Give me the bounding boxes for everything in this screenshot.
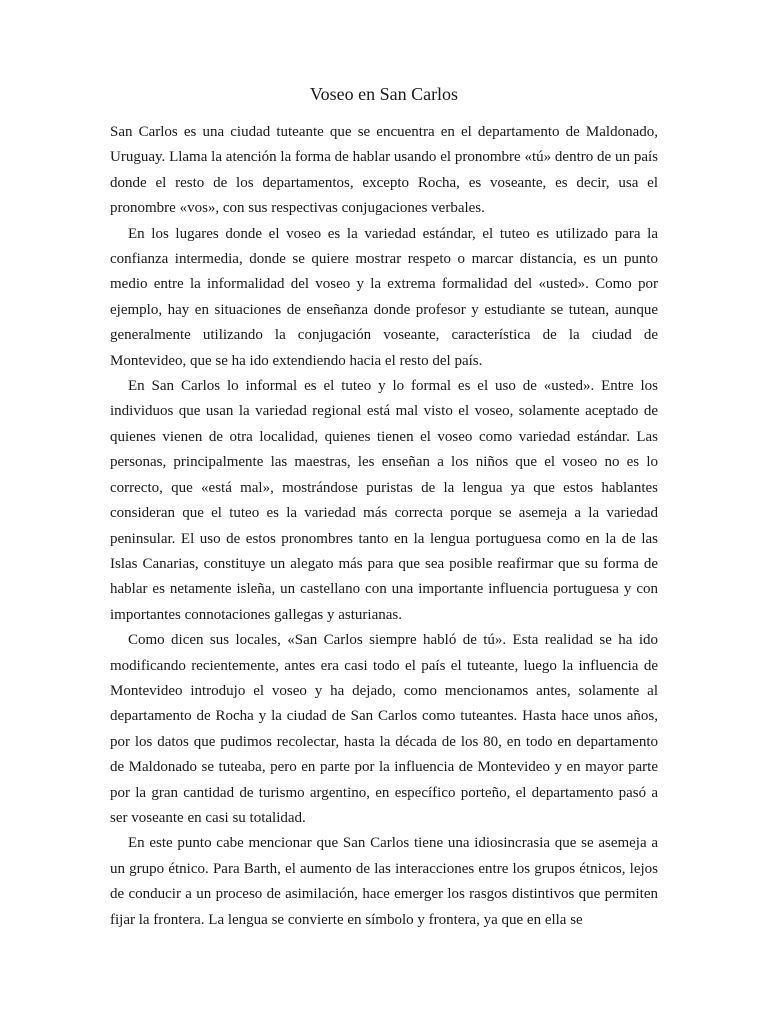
paragraph-locals: Como dicen sus locales, «San Carlos siempre habló de tú». Esta realidad se ha ido modificando recientemente, antes era casi todo el país el tuteante, luego la influencia de Montevideo introdujo el voseo y ha dejado, como mencionamos antes, solamente al departamento de Rocha y la ciudad de San Carlos como tuteantes. Hasta hace unos años, por los datos que pudimos recolectar, hasta la década de los 80, en todo en departamento de Maldonado se tuteaba, pero en parte por la influencia de Montevideo y en mayor parte por la gran cantidad de turismo argentino, en específico porteño, el departamento pasó a ser voseante en casi su totalidad. [110, 632, 658, 826]
document-title: Voseo en San Carlos [309, 84, 459, 104]
document-page [110, 82, 658, 933]
paragraph-intro: San Carlos es una ciudad tuteante que se encuentra en el departamento de Maldonado, Uruguay. Llama la atención la forma de hablar usando el pronombre «tú» dentro de un país donde el resto de los departamentos, excepto Rocha, es voseante, es decir, usa el pronombre «vos», con sus respectivas conjugaciones verbales. [110, 124, 658, 217]
paragraph-ethnic-group: En este punto cabe mencionar que San Carlos tiene una idiosincrasia que se asemeja a un grupo étnico. Para Barth, el aumento de las interacciones entre los grupos étnicos, lejos de conducir a un proceso de asimilación, hace emerger los rasgos distintivos que permiten fijar la frontera. La lengua se convierte en símbolo y frontera, ya que en ella se [110, 835, 658, 928]
paragraph-voseo-standard: En los lugares donde el voseo es la variedad estándar, el tuteo es utilizado para la confianza intermedia, donde se quiere mostrar respeto o marcar distancia, es un punto medio entre la informalidad del voseo y la extrema formalidad del «usted». Como por ejemplo, hay en situaciones de enseñanza donde profesor y estudiante se tutean, aunque generalmente utilizando la conjugación voseante, característica de la ciudad de Montevideo, que se ha ido extendiendo hacia el resto del país. [110, 225, 658, 369]
paragraph-san-carlos-tuteo: En San Carlos lo informal es el tuteo y lo formal es el uso de «usted». Entre los individuos que usan la variedad regional está mal visto el voseo, solamente aceptado de quienes vienen de otra localidad, quienes tienen el voseo como variedad estándar. Las personas, principalmente las maestras, les enseñan a los niños que el voseo no es lo correcto, que «está mal», mostrándose puristas de la lengua ya que estos hablantes consideran que el tuteo es la variedad más correcta porque se asemeja a la variedad peninsular. El uso de estos pronombres tanto en la lengua portuguesa como en la de las Islas Canarias, constituye un alegato más para que sea posible reafirmar que su forma de hablar es netamente isleña, un castellano con una importante influencia portuguesa y con importantes connotaciones gallegas y asturianas. [110, 378, 658, 623]
